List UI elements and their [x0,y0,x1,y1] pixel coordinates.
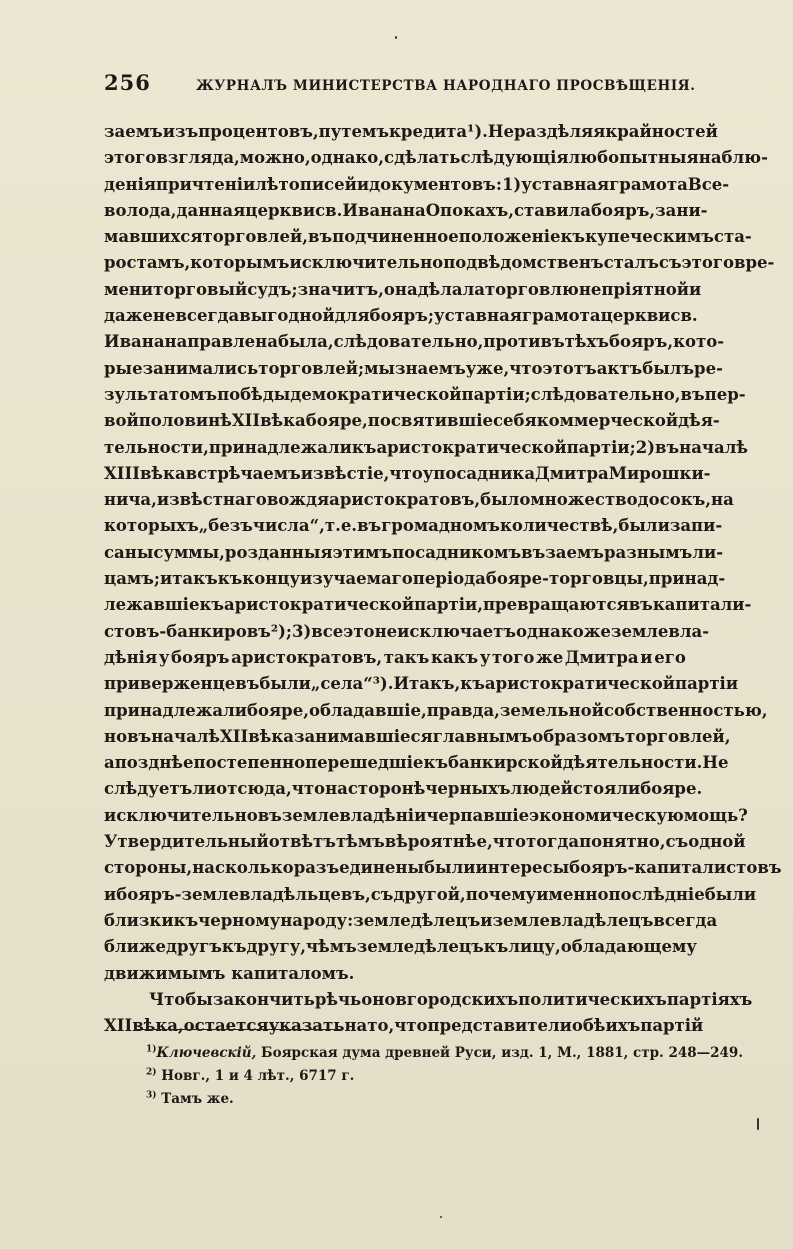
text-line: денія при чтеніи лѣтописей и документовъ: 1) уставная грамота Все- [104,174,730,194]
text-line: приверженцевъ были „села“ ³). Итакъ, къ аристократической партіи [104,674,739,694]
footnote-mark: 1) [146,1044,157,1055]
paper-speck [440,1216,442,1218]
text-line: ростамъ, которымъ исключительно подвѣдомственъ сталъ съ этого вре- [104,253,775,273]
main-text [104,119,782,1039]
text-line: стовъ-банкировъ ²); 3) все это не исключаетъ однако же землевла- [104,621,710,641]
text-line: Чтобы закончить рѣчь о новгородскихъ политическихъ партіяхъ [149,989,753,1009]
text-line: заемъ изъ процентовъ, путемъ кредита ¹). Не раздѣляя крайностей [104,122,718,141]
text-line: а позднѣе постепенно перешедшіе къ банкирской дѣятельности. Не [104,753,729,773]
text-line: дѣнія у бояръ аристократовъ, такъ какъ у того же Дмитра и его [104,647,686,667]
text-line: мени торговый судъ; значитъ, она дѣлала торговлю непріятной и [104,279,702,299]
text-line: принадлежали бояре, обладавшіе, правда, земельной собственностью, [104,700,768,720]
text-line: даже не всегда выгодной для бояръ; уставная грамота церкви св. [104,306,698,326]
text-line: исключительно въ землевладѣніи черпавшіе экономическую мощь? [104,805,748,825]
text-line: нича, извѣстнаго вождя аристократовъ, было множество досокъ, на [104,490,734,510]
footnote-divider [134,1029,342,1030]
footnote-mark: 2) [146,1067,157,1078]
text-line: стороны, насколько разъединены были интересы бояръ-капиталистовъ [104,858,782,878]
text-line: движимымъ капиталомъ. [104,963,355,983]
footnote-text: Тамъ же. [156,1091,234,1107]
text-line: и бояръ-землевладѣльцевъ, съ другой, почему именно послѣдніе были [104,884,757,904]
text-line: мавшихся торговлей, въ подчиненное положеніе къ купеческимъ ста- [104,227,752,247]
text-line: цамъ; итакъ къ концу изучаемаго періода бояре-торговцы, принад- [104,569,726,589]
text-line: лежавшіе къ аристократической партіи, превращаются въ капитали- [104,595,752,615]
text-line: XII вѣка, остается указать на то, что представители обѣихъ партій [104,1016,704,1036]
paper-speck [395,36,397,39]
text-line: которыхъ „безъ числа“, т. е. въ громадномъ количествѣ, были запи- [104,516,723,536]
footnote-author: Ключевскій, [156,1045,257,1061]
paper-speck [757,1118,759,1130]
text-line: XIII вѣка встрѣчаемъ извѣстіе, что у посадника Дмитра Мирошки- [104,463,711,483]
text-line: близки къ черному народу: земледѣлецъ и землевладѣлецъ всегда [104,910,718,930]
text-line: этого взгляда, можно, однако, сдѣлать слѣдующія любопытныя наблю- [104,148,768,168]
footnote-2 [146,1065,706,1088]
page-header [104,70,696,102]
text-line: волода, данная церкви св. Ивана на Опокахъ, ставила бояръ, зани- [104,200,708,220]
text-line: Утвердительный отвѣтъ тѣмъ вѣроятнѣе, что тогда понятно, съ одной [104,832,746,852]
text-line: тельности, принадлежали къ аристократической партіи; 2) въ началѣ [104,437,748,457]
page-number: 256 [104,70,151,95]
footnote-3 [146,1088,706,1111]
footnote-text: Боярская дума древней Руси, изд. 1, М., 1881, стр. 248—249. [256,1045,744,1061]
footnotes [146,1042,744,1111]
footnote-mark: 3) [146,1090,157,1101]
running-title: ЖУРНАЛЪ МИНИСТЕРСТВА НАРОДНАГО ПРОСВѢЩЕНІЯ. [196,78,696,94]
text-line: рые занимались торговлей; мы знаемъ уже, что этотъ актъ былъ ре- [104,358,723,378]
text-line: Ивана направлена была, слѣдовательно, противъ тѣхъ бояръ, кото- [104,332,725,352]
text-line: ближе другъ къ другу, чѣмъ земледѣлецъ къ лицу, обладающему [104,937,697,957]
text-line: саны суммы, розданныя этимъ посадникомъ въ заемъ разнымъ ли- [104,542,724,562]
text-line: зультатомъ побѣды демократической партіи; слѣдовательно, въ пер- [104,384,746,404]
footnote-1 [146,1042,744,1065]
footnote-text: Новг., 1 и 4 лѣт., 6717 г. [156,1068,355,1084]
text-line: но въ началѣ XII вѣка занимавшіеся главнымъ образомъ торговлей, [104,726,731,746]
text-line: слѣдуетъ ли отсюда, что на сторонѣ черныхъ людей стояли бояре. [104,779,703,799]
text-line: вой половинѣ XII вѣка бояре, посвятившіе себя коммерческой дѣя- [104,411,720,431]
